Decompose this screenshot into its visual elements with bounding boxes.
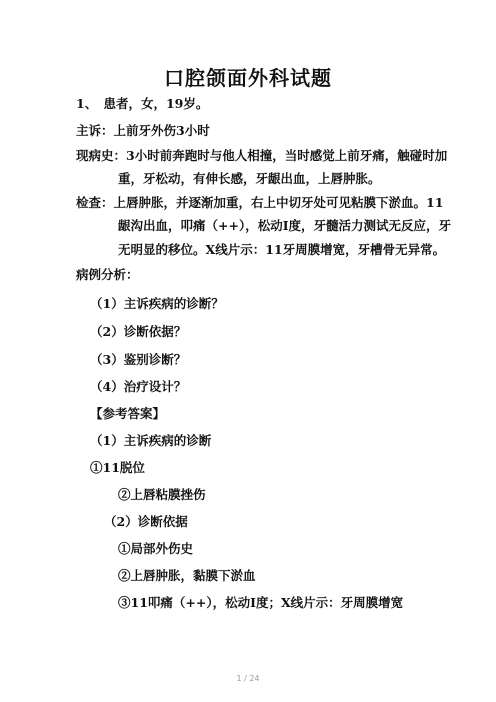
question-1: （1）主诉疾病的诊断？	[90, 296, 224, 311]
question-3: （3）鉴别诊断？	[90, 352, 187, 367]
answer-1-heading: （1）主诉疾病的诊断	[90, 433, 212, 448]
examination-line-2: 龈沟出血，叩痛（++），松动Ⅰ度，牙髓活力测试无反应，牙	[118, 218, 452, 233]
answer-2-item-1: ①局部外伤史	[118, 541, 194, 556]
answer-1-item-2: ②上唇粘膜挫伤	[118, 487, 206, 502]
case-number-line: 1、 患者，女，19岁。	[76, 96, 209, 111]
chief-complaint-line: 主诉：上前牙外伤3小时	[76, 123, 210, 138]
examination-line-1: 检查：上唇肿胀，并逐渐加重，右上中切牙处可见粘膜下淤血。11	[76, 195, 444, 210]
question-4: （4）治疗设计？	[90, 379, 187, 394]
case-analysis-heading: 病例分析：	[76, 267, 139, 282]
reference-answer-heading: 【参考答案】	[90, 406, 166, 421]
answer-1-item-1: ①11脱位	[90, 460, 145, 475]
answer-2-item-3: ③11叩痛（++），松动Ⅰ度；X线片示：牙周膜增宽	[118, 595, 404, 610]
examination-line-3: 无明显的移位。X线片示：11牙周膜增宽，牙槽骨无异常。	[118, 242, 446, 257]
page-number: 1 / 24	[236, 674, 260, 683]
question-2: （2）诊断依据？	[90, 324, 187, 339]
present-history-line-1: 现病史：3小时前奔跑时与他人相撞，当时感觉上前牙痛，触碰时加	[76, 148, 448, 163]
answer-2-item-2: ②上唇肿胀，黏膜下淤血	[118, 568, 256, 583]
present-history-line-2: 重，牙松动，有伸长感，牙龈出血，上唇肿胀。	[118, 171, 381, 186]
document-title: 口腔颌面外科试题	[164, 66, 332, 90]
answer-2-heading: （2）诊断依据	[104, 514, 188, 529]
